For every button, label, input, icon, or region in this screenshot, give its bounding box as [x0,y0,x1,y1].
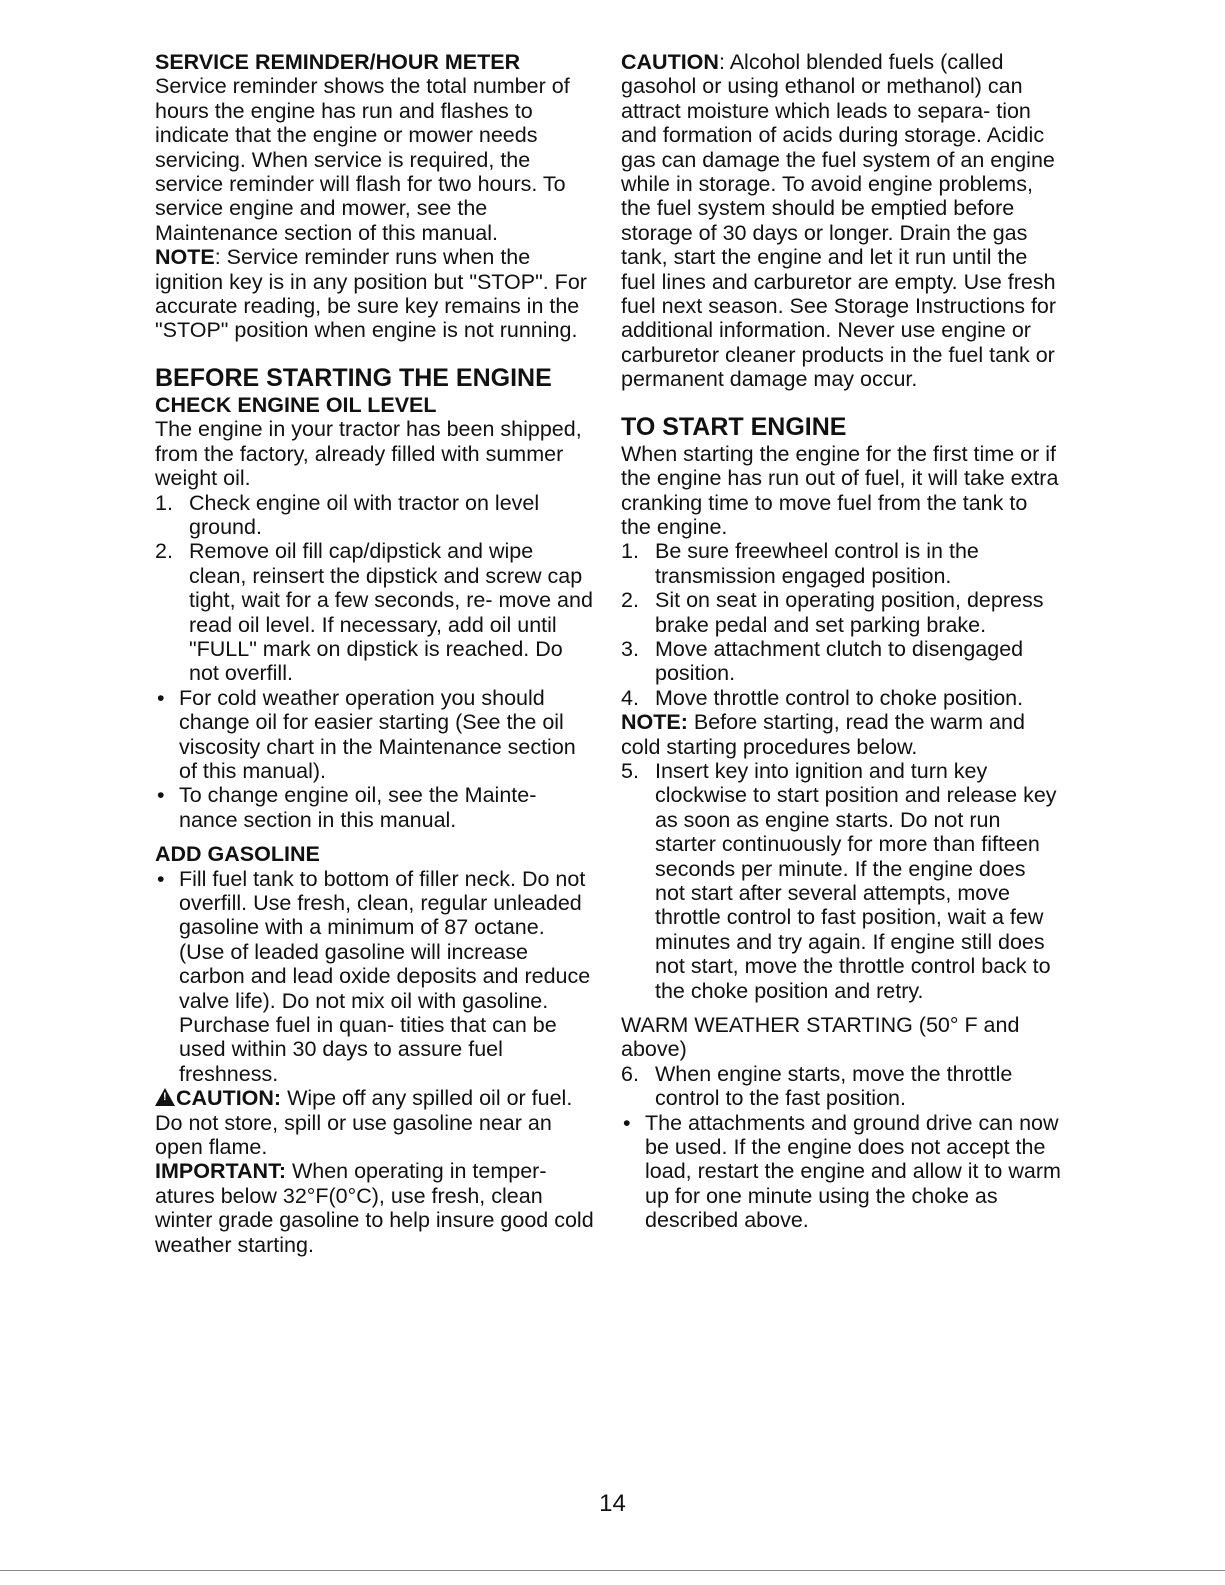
caution-label: CAUTION: [176,1086,282,1111]
warning-triangle-icon [155,1088,175,1106]
step-number: 3. [621,636,639,661]
step-text: Insert key into ignition and turn key clockwise to start position and release key as soon as engine starts. Do not run starter continuously for more than fifteen seconds per minute. If the engine does not start after several attempts, move throttle control to fast position, wait a few minutes and try again. If engine still does not start, move the throttle control back to the choke position and retry. [655,758,1057,1003]
list-item [621,759,1061,1003]
note-label: NOTE: [621,710,688,735]
oil-intro-text: The engine in your tractor has been shipped, from the factory, already filled with summer weight oil. [155,417,582,491]
step-text: Be sure freewheel control is in the transmission engaged position. [655,539,979,588]
step-text: Move throttle control to choke position. [655,685,1024,710]
bullet-text: For cold weather operation you should change oil for easier starting (See the oil viscosity chart in the Maintenance section of this manual). [179,685,576,783]
start-note [621,710,1061,759]
bullet-text: Fill fuel tank to bottom of filler neck. Do not overfill. Use fresh, clean, regular unleaded gasoline with a minimum of 87 octane. (Use of leaded gasoline will increase carbon and lead oxide deposits and reduce valve life). Do not mix oil with gasoline. Purchase fuel in quan- tities that can be used within 30 days to assure fuel freshness. [179,866,591,1086]
important-paragraph [155,1159,595,1257]
step-number: 1. [155,490,173,515]
check-oil-heading: CHECK ENGINE OIL LEVEL [155,392,437,417]
bullet-text: The attachments and ground drive can now be used. If the engine does not accept the load, restart the engine and allow it to warm up for one minute using the choke as described above. [645,1110,1061,1233]
important-text: When operating in temper- atures below 32°F(0°C), use fresh, clean winter grade gasoline to help insure good cold weather starting. [155,1159,594,1257]
bullet-text: To change engine oil, see the Mainte- nance section in this manual. [179,783,537,832]
right-column [621,50,1061,1233]
list-item [621,539,1061,588]
service-note [155,245,595,343]
list-item [155,491,595,540]
page-number: 14 [599,1490,626,1517]
caution-paragraph [155,1086,595,1159]
list-item [621,1111,1061,1233]
list-item [155,539,595,685]
step-number: 2. [155,539,173,564]
list-item [621,588,1061,637]
note-text: : Service reminder runs when the ignition key is in any position but "STOP". For accurate reading, be sure key remains in the "STOP" position when engine is not running. [155,245,587,343]
step-text: Move attachment clutch to disengaged position. [655,636,1024,686]
caution-text: Wipe off any spilled oil or fuel. Do not store, spill or use gasoline near an open flame. [155,1086,573,1160]
bottom-divider [0,1570,1225,1571]
bullet-icon: • [623,1110,631,1135]
warm-weather-heading: WARM WEATHER STARTING (50° F and above) [621,1013,1020,1062]
caution-label: CAUTION [621,50,719,74]
list-item [621,1062,1061,1111]
list-item [155,783,595,832]
step-number: 2. [621,588,639,613]
service-reminder-text: Service reminder shows the total number of hours the engine has run and flashes to indicate that the engine or mower needs servicing. When service is required, the service reminder will flash for two hours. To service engine and mower, see the Maintenance section of this manual. [155,74,570,245]
step-text: Sit on seat in operating position, depress brake pedal and set parking brake. [655,588,1044,637]
note-label: NOTE [155,245,215,270]
step-number: 4. [621,685,639,710]
start-intro-text: When starting the engine for the first time or if the engine has run out of fuel, it will take extra cranking time to move fuel from the tank to the engine. [621,441,1059,539]
fuel-caution-paragraph [621,50,1061,392]
bullet-icon: • [157,685,165,710]
caution-text: : Alcohol blended fuels (called gasohol or using ethanol or methanol) can attract moisture which leads to separa- tion and formation of acids during storage. Acidic gas can damage the fuel system of an engine while in storage. To avoid engine problems, the fuel system should be emptied before storage of 30 days or longer. Drain the gas tank, start the engine and let it run until the fuel lines and carburetor are empty. Use fresh fuel next season. See Storage Instructions for additional information. Never use engine or carburetor cleaner products in the fuel tank or permanent damage may occur. [621,50,1057,392]
step-number: 6. [621,1061,639,1086]
step-number: 5. [621,758,639,783]
note-text: Before starting, read the warm and cold starting procedures below. [621,710,1025,759]
add-gasoline-heading: ADD GASOLINE [155,842,320,867]
important-label: IMPORTANT: [155,1159,286,1184]
bullet-icon: • [157,783,165,808]
step-text: When engine starts, move the throttle control to the fast position. [655,1061,1013,1111]
list-item [621,686,1061,710]
left-column [155,50,595,1257]
to-start-engine-heading: TO START ENGINE [621,412,847,441]
step-text: Remove oil fill cap/dipstick and wipe clean, reinsert the dipstick and screw cap tight, wait for a few seconds, re- move and read oil level. If necessary, add oil until "FULL" mark on dipstick is reached. Do not overfill. [189,539,593,686]
service-reminder-heading: SERVICE REMINDER/HOUR METER [155,50,521,74]
before-starting-heading: BEFORE STARTING THE ENGINE [155,363,552,392]
list-item [155,686,595,784]
step-number: 1. [621,539,639,564]
list-item [621,637,1061,686]
step-text: Check engine oil with tractor on level ground. [189,490,540,539]
bullet-icon: • [157,866,165,891]
list-item [155,867,595,1087]
